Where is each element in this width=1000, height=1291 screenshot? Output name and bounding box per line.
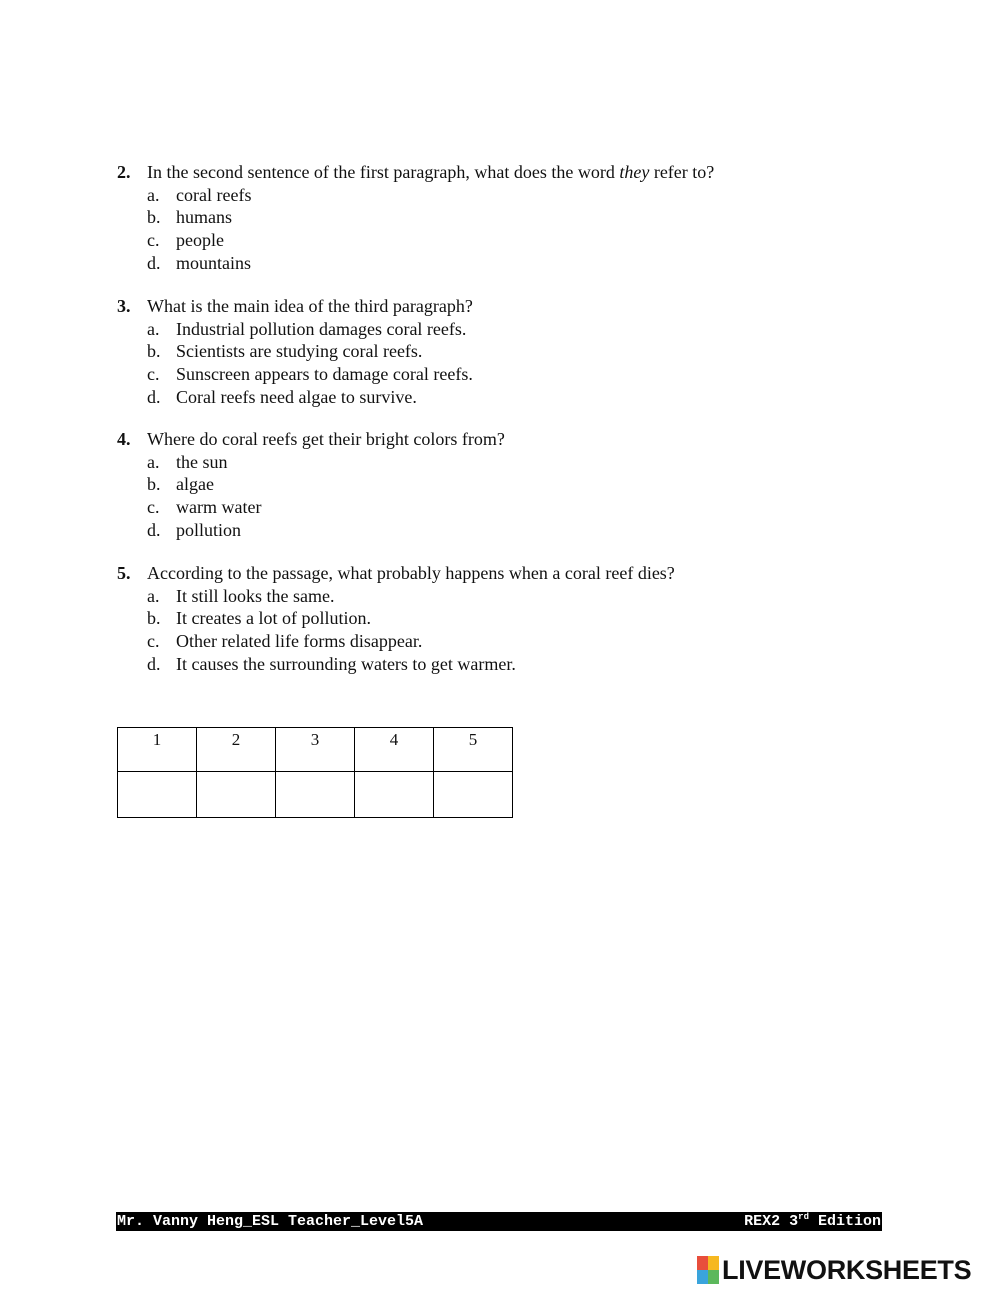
footer-author: Mr. Vanny Heng_ESL Teacher_Level5A: [117, 1213, 424, 1230]
question-stem: [117, 562, 675, 585]
option-d[interactable]: d. pollution: [147, 519, 242, 540]
question-number: 3.: [117, 296, 131, 316]
answer-table-input-row: [118, 772, 513, 818]
question-text: What is the main idea of the third paragraph?: [147, 296, 473, 316]
question-text: In the second sentence of the first paragraph, what does the word they refer to?: [147, 162, 715, 182]
option-a[interactable]: a. coral reefs: [147, 184, 252, 205]
answer-table-header-row: [118, 728, 513, 772]
option-d[interactable]: d. It causes the surrounding waters to get warmer.: [147, 653, 516, 674]
brand-name: LIVEWORKSHEETS: [722, 1254, 972, 1285]
answer-header-cell: 5: [434, 728, 513, 772]
option-b[interactable]: b. humans: [147, 207, 232, 228]
option-b[interactable]: b. It creates a lot of pollution.: [147, 608, 371, 629]
answer-input-cell-3[interactable]: [276, 772, 355, 818]
option-b[interactable]: b. algae: [147, 474, 214, 495]
answer-header-cell: 4: [355, 728, 434, 772]
answer-table: [117, 727, 513, 818]
answer-header-cell: 2: [197, 728, 276, 772]
answer-input-cell-5[interactable]: [434, 772, 513, 818]
option-c[interactable]: c. Other related life forms disappear.: [147, 631, 423, 652]
question-number: 5.: [117, 563, 131, 583]
question-text: According to the passage, what probably happens when a coral reef dies?: [147, 563, 675, 583]
option-d[interactable]: d. mountains: [147, 252, 251, 273]
option-a[interactable]: a. It still looks the same.: [147, 585, 335, 606]
question-2: [117, 161, 714, 275]
footer-bar: [116, 1212, 882, 1231]
question-stem: [117, 428, 505, 451]
answer-header-cell: 1: [118, 728, 197, 772]
question-5: [117, 562, 675, 676]
option-b[interactable]: b. Scientists are studying coral reefs.: [147, 341, 423, 362]
question-number: 2.: [117, 162, 131, 182]
question-number: 4.: [117, 429, 131, 449]
option-a[interactable]: a. the sun: [147, 451, 228, 472]
answer-input-cell-4[interactable]: [355, 772, 434, 818]
question-4: [117, 428, 505, 542]
question-text: Where do coral reefs get their bright colors from?: [147, 429, 505, 449]
option-c[interactable]: c. people: [147, 230, 224, 251]
question-stem: [117, 161, 714, 184]
option-c[interactable]: c. Sunscreen appears to damage coral reefs.: [147, 364, 473, 385]
italic-word: they: [619, 162, 650, 182]
footer-edition: REX2 3rd Edition: [744, 1212, 881, 1230]
option-d[interactable]: d. Coral reefs need algae to survive.: [147, 386, 417, 407]
question-stem: [117, 295, 473, 318]
liveworksheets-brand[interactable]: [697, 1254, 971, 1286]
option-c[interactable]: c. warm water: [147, 497, 262, 518]
answer-input-cell-1[interactable]: [118, 772, 197, 818]
answer-input-cell-2[interactable]: [197, 772, 276, 818]
answer-header-cell: 3: [276, 728, 355, 772]
question-3: [117, 295, 473, 409]
option-a[interactable]: a. Industrial pollution damages coral reefs.: [147, 318, 467, 339]
liveworksheets-logo-icon: [697, 1256, 719, 1284]
